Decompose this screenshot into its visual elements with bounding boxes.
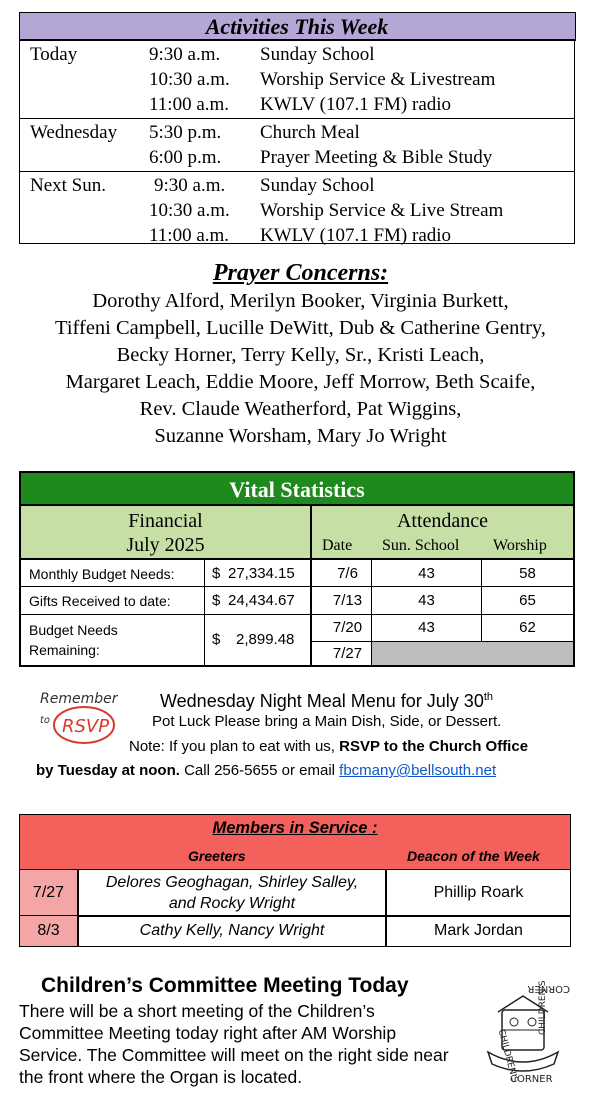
rsvp-badge-text: RSVP	[62, 716, 110, 737]
attendance-label: Attendance	[396, 510, 489, 532]
currency: $	[212, 631, 221, 648]
email-link[interactable]: fbcmany@bellsouth.net	[339, 762, 497, 779]
meal-description: Pot Luck Please bring a Main Dish, Side, or Dessert.	[152, 713, 502, 730]
activity-row	[20, 93, 574, 118]
activity-row	[20, 68, 574, 93]
divider	[77, 870, 79, 946]
logo-word: CORNER	[510, 1074, 553, 1085]
activity-day: Wednesday	[30, 122, 118, 143]
activity-time: 11:00 a.m.	[149, 225, 230, 246]
activity-time: 5:30 p.m.	[149, 122, 222, 143]
prayer-concerns	[0, 258, 601, 450]
children-title: Children’s Committee Meeting Today	[41, 974, 409, 997]
members-title: Members in Service :	[212, 819, 378, 837]
activity-time: 10:30 a.m.	[149, 69, 230, 90]
service-date: 7/27	[20, 870, 77, 915]
children-body: There will be a short meeting of the Children’s Committee Meeting today right after AM Worship Service. The Committee will meet on the right side near the front where the Organ is located.	[19, 1001, 449, 1087]
deacon-name: Mark Jordan	[434, 922, 523, 939]
childrens-corner-logo-icon	[458, 980, 588, 1090]
financial-period: July 2025	[126, 534, 205, 556]
logo-word: CHILDREN'S	[495, 1028, 520, 1084]
activity-day: Next Sun.	[30, 175, 106, 196]
vital-statistics-table	[19, 471, 575, 667]
meal-note-text: Note: If you plan to eat with us,	[129, 738, 340, 755]
attendance-worship: 62	[519, 619, 536, 636]
amount: 2,899.48	[236, 631, 295, 648]
rsvp-to-text: to	[40, 715, 51, 726]
activity-event: KWLV (107.1 FM) radio	[260, 94, 452, 115]
activity-time: 9:30 a.m.	[154, 175, 226, 196]
logo-word: CORNER	[527, 983, 570, 994]
meal-title	[160, 685, 493, 713]
activity-time: 6:00 p.m.	[149, 147, 222, 168]
attendance-date: 7/20	[332, 619, 363, 636]
members-header	[20, 815, 570, 870]
prayer-line: Suzanne Worsham, Mary Jo Wright	[154, 425, 447, 447]
vital-subheader	[21, 506, 573, 560]
activity-row	[20, 174, 574, 199]
deacon-name: Phillip Roark	[433, 884, 524, 901]
attendance-date: 7/6	[337, 565, 358, 582]
divider	[21, 586, 573, 587]
financial-label: Financial	[128, 510, 203, 532]
greeters-line: Delores Geoghagan, Shirley Salley,	[105, 874, 359, 891]
activities-table	[19, 12, 575, 244]
financial-label: Monthly Budget Needs:	[29, 566, 175, 582]
prayer-line: Margaret Leach, Eddie Moore, Jeff Morrow, Beth Scaife,	[65, 371, 536, 393]
col-sunday-school: Sun. School	[382, 537, 460, 554]
divider	[204, 560, 205, 665]
col-date: Date	[322, 537, 353, 554]
attendance-date: 7/13	[332, 592, 363, 609]
activity-day: Today	[30, 44, 78, 65]
meal-contact	[36, 761, 496, 781]
attendance-school: 43	[418, 619, 435, 636]
financial-label: Budget Needs Remaining:	[29, 622, 118, 658]
divider	[385, 870, 387, 946]
rsvp-remember-text: Remember	[40, 691, 118, 707]
amount: 24,434.67	[228, 592, 295, 609]
activity-time: 11:00 a.m.	[149, 94, 230, 115]
activity-row	[20, 146, 574, 171]
activity-time: 10:30 a.m.	[149, 200, 230, 221]
greeters-line: Cathy Kelly, Nancy Wright	[139, 922, 325, 939]
col-worship: Worship	[493, 537, 547, 554]
service-date: 8/3	[20, 916, 77, 946]
activity-event: Sunday School	[260, 44, 375, 65]
prayer-line: Dorothy Alford, Merilyn Booker, Virginia Burkett,	[92, 290, 509, 312]
prayer-line: Tiffeni Campbell, Lucille DeWitt, Dub & Catherine Gentry,	[55, 317, 546, 339]
meal-title-text: Wednesday Night Meal Menu for July 30	[160, 691, 484, 711]
activity-row	[20, 199, 574, 224]
col-greeters: Greeters	[188, 848, 246, 864]
activity-event: Worship Service & Live Stream	[260, 200, 504, 221]
activity-event: KWLV (107.1 FM) radio	[260, 225, 452, 246]
activities-group-next-sunday	[20, 172, 574, 249]
activity-row	[20, 224, 574, 249]
attendance-worship: 58	[519, 565, 536, 582]
amount: 27,334.15	[228, 565, 295, 582]
activities-title: Activities This Week	[19, 12, 576, 41]
meal-note-emphasis: RSVP to the Church Office	[339, 738, 529, 755]
rsvp-reminder-icon	[38, 687, 118, 747]
vital-title: Vital Statistics	[21, 473, 573, 506]
attendance-date: 7/27	[332, 645, 363, 662]
meal-contact-text: Call 256-5655 or email	[179, 762, 340, 779]
activities-group-today	[20, 41, 574, 119]
currency: $	[212, 565, 221, 582]
prayer-line: Becky Horner, Terry Kelly, Sr., Kristi Leach,	[116, 344, 485, 366]
meal-title-sup: th	[483, 691, 494, 703]
activity-event: Sunday School	[260, 175, 375, 196]
attendance-school: 43	[418, 592, 435, 609]
prayer-line: Rev. Claude Weatherford, Pat Wiggins,	[139, 398, 462, 420]
members-in-service-table	[19, 814, 571, 947]
activity-event: Church Meal	[260, 122, 360, 143]
activity-row	[20, 43, 574, 68]
meal-deadline: by Tuesday at noon.	[36, 762, 180, 779]
financial-label: Gifts Received to date:	[29, 593, 171, 609]
activity-event: Prayer Meeting & Bible Study	[260, 147, 493, 168]
prayer-title: Prayer Concerns:	[212, 260, 389, 286]
attendance-school: 43	[418, 565, 435, 582]
divider	[21, 614, 573, 615]
greeters-line: and Rocky Wright	[168, 895, 296, 912]
empty-cells	[372, 642, 573, 665]
activities-group-wednesday	[20, 119, 574, 172]
activity-time: 9:30 a.m.	[149, 44, 221, 65]
meal-note	[129, 737, 528, 757]
activity-row	[20, 121, 574, 146]
col-deacon: Deacon of the Week	[407, 848, 540, 864]
activity-event: Worship Service & Livestream	[260, 69, 496, 90]
logo-word: CHILDREN'S	[538, 980, 548, 1035]
currency: $	[212, 592, 221, 609]
attendance-worship: 65	[519, 592, 536, 609]
